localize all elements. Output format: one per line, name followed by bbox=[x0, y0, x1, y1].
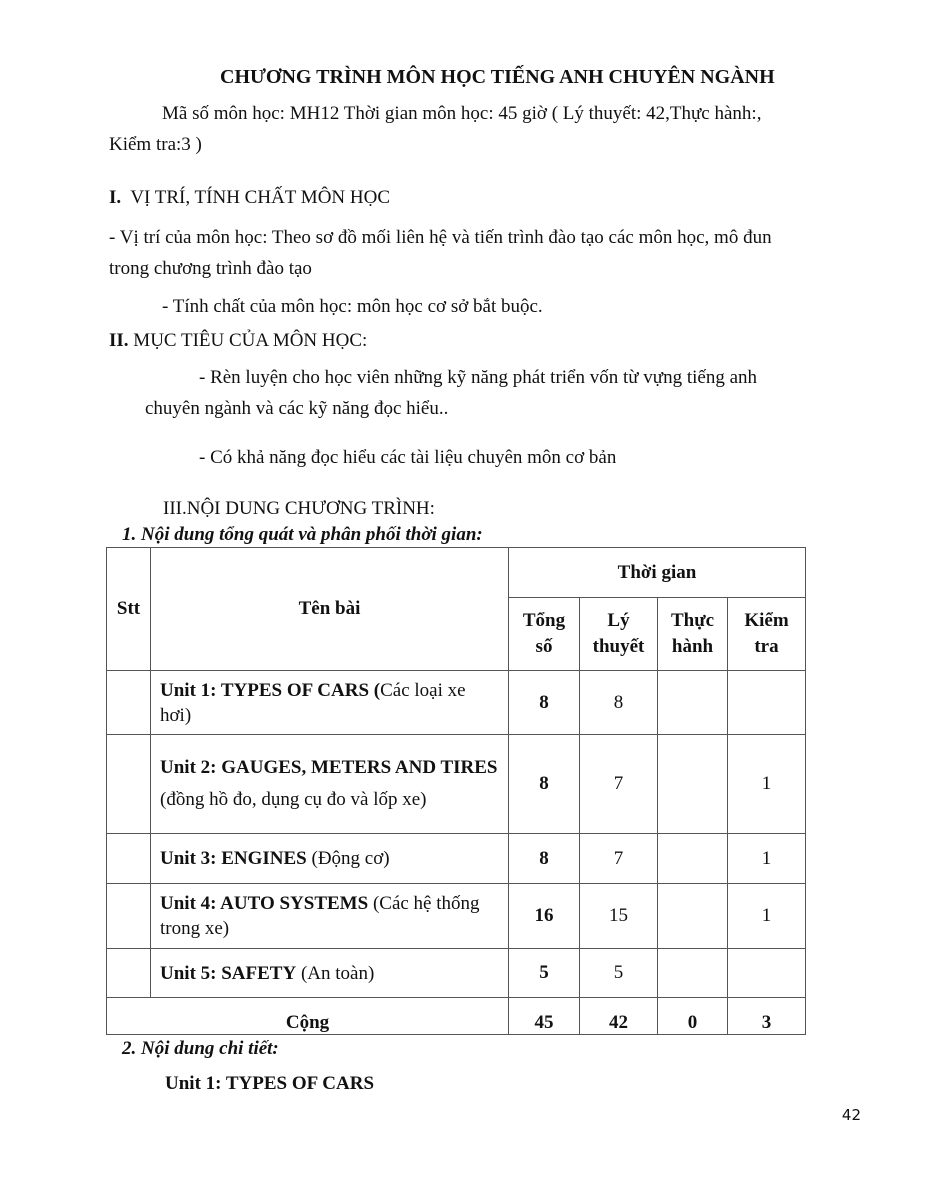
section-1-title: VỊ TRÍ, TÍNH CHẤT MÔN HỌC bbox=[130, 187, 391, 208]
table-row bbox=[107, 834, 806, 884]
cell-stt bbox=[107, 884, 151, 949]
cell-test: 1 bbox=[728, 735, 806, 834]
cell-stt bbox=[107, 834, 151, 884]
cell-practice bbox=[658, 671, 728, 735]
goal-2: - Có khả năng đọc hiểu các tài liệu chuyên môn cơ bản bbox=[199, 447, 617, 468]
header-test: Kiểm tra bbox=[728, 598, 806, 671]
cell-stt bbox=[107, 949, 151, 998]
cell-lesson-name: Unit 4: AUTO SYSTEMS (Các hệ thống trong xe) bbox=[151, 884, 509, 949]
cell-lesson-name: Unit 2: GAUGES, METERS AND TIRES (đồng hồ đo, dụng cụ đo và lốp xe) bbox=[151, 735, 509, 834]
sum-theory: 42 bbox=[580, 998, 658, 1035]
section-2-heading bbox=[109, 326, 367, 356]
sum-practice: 0 bbox=[658, 998, 728, 1035]
section-3-heading: III.NỘI DUNG CHƯƠNG TRÌNH: bbox=[163, 498, 435, 519]
goal-1-line-1: - Rèn luyện cho học viên những kỹ năng phát triển vốn từ vựng tiếng anh bbox=[199, 367, 758, 388]
document-title: CHƯƠNG TRÌNH MÔN HỌC TIẾNG ANH CHUYÊN NGÀNH bbox=[220, 66, 775, 88]
cell-total: 8 bbox=[509, 834, 580, 884]
cell-theory: 5 bbox=[580, 949, 658, 998]
table-row bbox=[107, 949, 806, 998]
table-row bbox=[107, 884, 806, 949]
goal-1-line-2: chuyên ngành và các kỹ năng đọc hiểu.. bbox=[145, 398, 449, 419]
cell-test: 1 bbox=[728, 884, 806, 949]
sum-test: 3 bbox=[728, 998, 806, 1035]
header-stt: Stt bbox=[107, 548, 151, 671]
page-number: 42 bbox=[841, 1106, 861, 1124]
section-1-heading bbox=[109, 183, 390, 213]
section-2-number: II. bbox=[109, 330, 129, 351]
cell-total: 8 bbox=[509, 735, 580, 834]
cell-test: 1 bbox=[728, 834, 806, 884]
cell-stt bbox=[107, 671, 151, 735]
subsection-1-heading: 1. Nội dung tổng quát và phân phối thời gian: bbox=[122, 524, 483, 545]
unit-1-heading: Unit 1: TYPES OF CARS bbox=[165, 1073, 375, 1094]
table-row bbox=[107, 671, 806, 735]
nature-line: - Tính chất của môn học: môn học cơ sở bắt buộc. bbox=[162, 296, 543, 317]
section-1-number: I. bbox=[109, 187, 122, 208]
cell-test bbox=[728, 671, 806, 735]
position-line-2: trong chương trình đào tạo bbox=[109, 258, 312, 279]
table-row bbox=[107, 735, 806, 834]
header-lesson-name: Tên bài bbox=[151, 548, 509, 671]
sum-label: Cộng bbox=[107, 998, 509, 1035]
cell-theory: 7 bbox=[580, 834, 658, 884]
cell-practice bbox=[658, 949, 728, 998]
cell-test bbox=[728, 949, 806, 998]
header-practice: Thực hành bbox=[658, 598, 728, 671]
header-time: Thời gian bbox=[509, 548, 806, 598]
subsection-2-heading: 2. Nội dung chi tiết: bbox=[122, 1038, 279, 1059]
cell-total: 16 bbox=[509, 884, 580, 949]
intro-line-2: Kiểm tra:3 ) bbox=[109, 134, 202, 155]
cell-practice bbox=[658, 834, 728, 884]
sum-total: 45 bbox=[509, 998, 580, 1035]
position-line-1: - Vị trí của môn học: Theo sơ đồ mối liên hệ và tiến trình đào tạo các môn học, mô đun bbox=[109, 227, 772, 248]
time-allocation-table bbox=[106, 547, 806, 1035]
cell-theory: 7 bbox=[580, 735, 658, 834]
cell-total: 5 bbox=[509, 949, 580, 998]
cell-lesson-name: Unit 3: ENGINES (Động cơ) bbox=[151, 834, 509, 884]
intro-line-1: Mã số môn học: MH12 Thời gian môn học: 45 giờ ( Lý thuyết: 42,Thực hành:, bbox=[162, 103, 762, 124]
header-total: Tổng số bbox=[509, 598, 580, 671]
table-sum-row bbox=[107, 998, 806, 1035]
cell-lesson-name: Unit 5: SAFETY (An toàn) bbox=[151, 949, 509, 998]
cell-lesson-name: Unit 1: TYPES OF CARS (Các loại xe hơi) bbox=[151, 671, 509, 735]
cell-practice bbox=[658, 884, 728, 949]
section-2-title: MỤC TIÊU CỦA MÔN HỌC: bbox=[133, 330, 368, 351]
cell-total: 8 bbox=[509, 671, 580, 735]
cell-theory: 15 bbox=[580, 884, 658, 949]
cell-practice bbox=[658, 735, 728, 834]
cell-stt bbox=[107, 735, 151, 834]
cell-theory: 8 bbox=[580, 671, 658, 735]
header-theory: Lý thuyết bbox=[580, 598, 658, 671]
